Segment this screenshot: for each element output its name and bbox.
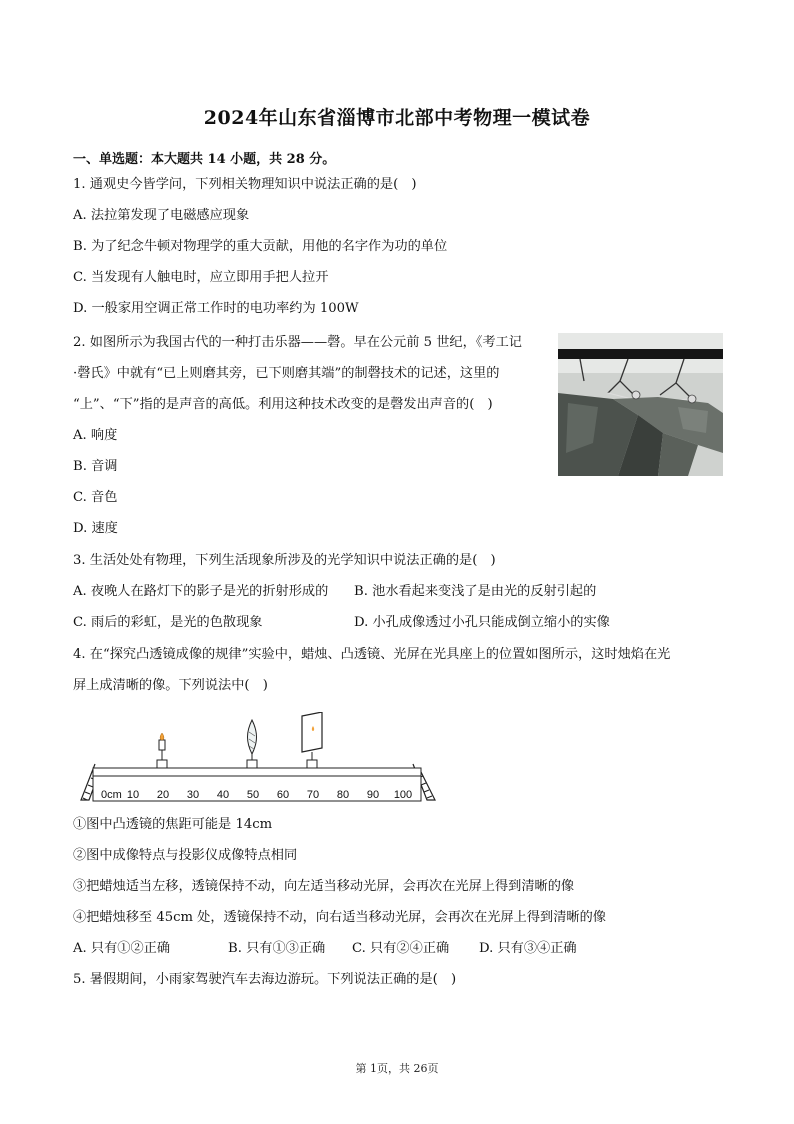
ruler-label: 30	[186, 789, 200, 801]
q4-option-d: D. 只有③④正确	[479, 941, 577, 956]
q3-option-a: A. 夜晚人在路灯下的影子是光的折射形成的	[73, 584, 329, 599]
q4-stem-line1: 4. 在“探究凸透镜成像的规律”实验中，蜡烛、凸透镜、光屏在光具座上的位置如图所示，这时烛焰在光	[73, 647, 671, 662]
q2-option-c: C. 音色	[73, 490, 118, 505]
q1-option-c: C. 当发现有人触电时，应立即用手把人拉开	[73, 270, 329, 285]
ruler-label: 10	[126, 789, 140, 801]
q1-option-d: D. 一般家用空调正常工作时的电功率约为 100W	[73, 301, 359, 316]
ruler-label: 80	[336, 789, 350, 801]
q2-option-a: A. 响度	[73, 428, 118, 443]
q4-statement-3: ③把蜡烛适当左移，透镜保持不动，向左适当移动光屏，会再次在光屏上得到清晰的像	[73, 879, 575, 894]
q2-stem-line1: 2. 如图所示为我国古代的一种打击乐器——磬。早在公元前 5 世纪，《考工记	[73, 335, 522, 350]
ruler-label: 20	[156, 789, 170, 801]
ruler-label: 90	[366, 789, 380, 801]
page-title: 2024年山东省淄博市北部中考物理一模试卷	[203, 107, 591, 129]
q4-statement-2: ②图中成像特点与投影仪成像特点相同	[73, 848, 298, 863]
q4-option-a: A. 只有①②正确	[73, 941, 171, 956]
ruler-label: 100	[393, 789, 413, 801]
page-footer: 第 1页，共 26页	[355, 1062, 439, 1075]
light-screen	[302, 712, 322, 760]
q1-stem: 1. 通观史今皆学问，下列相关物理知识中说法正确的是( )	[73, 177, 417, 192]
q3-stem: 3. 生活处处有物理，下列生活现象所涉及的光学知识中说法正确的是( )	[73, 553, 496, 568]
q2-stem-line3: “上”、“下”指的是声音的高低。利用这种技术改变的是磬发出声音的( )	[73, 397, 493, 412]
section-heading: 一、单选题：本大题共 14 小题，共 28 分。	[73, 152, 336, 167]
q1-option-a: A. 法拉第发现了电磁感应现象	[73, 208, 250, 223]
q3-option-c: C. 雨后的彩虹，是光的色散现象	[73, 615, 263, 630]
q1-option-b: B. 为了纪念牛顿对物理学的重大贡献，用他的名字作为功的单位	[73, 239, 448, 254]
ruler-label: 40	[216, 789, 230, 801]
q3-option-d: D. 小孔成像透过小孔只能成倒立缩小的实像	[354, 615, 610, 630]
q2-option-d: D. 速度	[73, 521, 118, 536]
q4-statement-1: ①图中凸透镜的焦距可能是 14cm	[73, 817, 273, 832]
q4-option-c: C. 只有②④正确	[352, 941, 450, 956]
optical-bench-diagram	[73, 712, 443, 804]
q3-option-b: B. 池水看起来变浅了是由光的反射引起的	[354, 584, 597, 599]
chime-stone-photo	[558, 333, 723, 476]
ruler-label: 70	[306, 789, 320, 801]
q4-stem-line2: 屏上成清晰的像。下列说法中( )	[73, 678, 268, 693]
convex-lens	[248, 720, 257, 760]
q2-stem-line2: ·磬氏》中就有“已上则磨其旁，已下则磨其端”的制磬技术的记述，这里的	[73, 366, 500, 381]
q5-stem: 5. 暑假期间，小雨家驾驶汽车去海边游玩。下列说法正确的是( )	[73, 972, 457, 987]
ruler-label: 0cm	[101, 789, 122, 801]
q2-option-b: B. 音调	[73, 459, 118, 474]
q4-statement-4: ④把蜡烛移至 45cm 处，透镜保持不动，向右适当移动光屏，会再次在光屏上得到清晰的像	[73, 910, 606, 925]
ruler-label: 50	[246, 789, 260, 801]
q4-option-b: B. 只有①③正确	[228, 941, 326, 956]
ruler-label: 60	[276, 789, 290, 801]
candle	[159, 733, 165, 760]
